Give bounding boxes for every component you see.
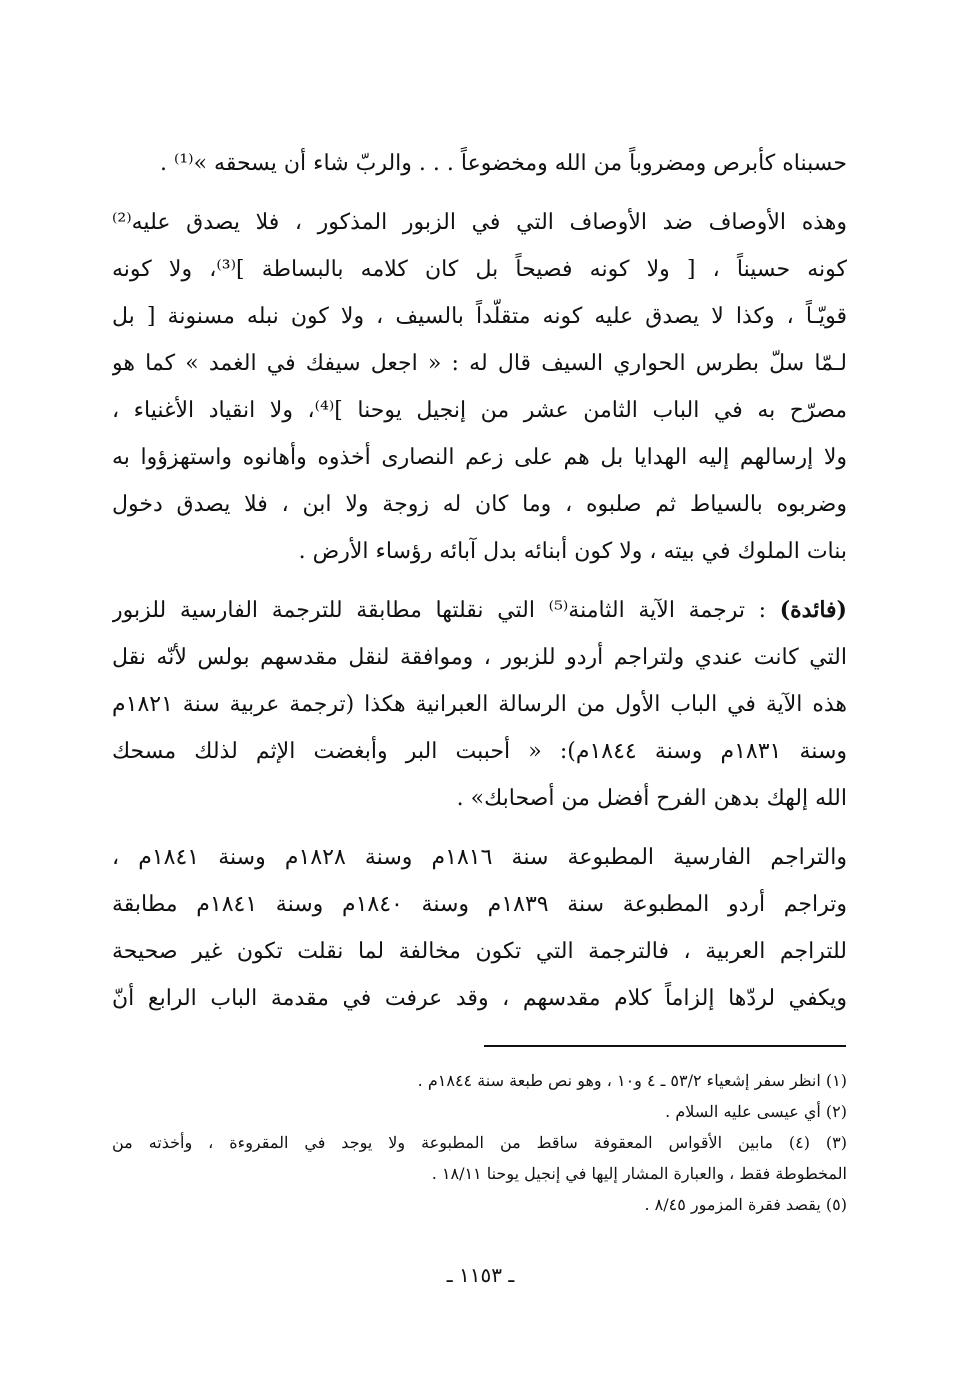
main-text bbox=[112, 140, 847, 1022]
text-line bbox=[112, 587, 847, 634]
footnote-continuation: المخطوطة فقط ، والعبارة المشار إليها في إنجيل يوحنا ١٨/١١ . bbox=[431, 1164, 847, 1183]
text-line: كونه حسيناً ، [ ولا كونه فصيحاً بل كان كلامه بالبساطة ]⁽³⁾، ولا كونه bbox=[112, 257, 847, 282]
text-line: لـمّا سلّ بطرس الحواري السيف قال له : « اجعل سيفك في الغمد » كما هو bbox=[112, 351, 847, 376]
text-line: حسبناه كأبرص ومضروباً من الله ومخضوعاً . . . والربّ شاء أن يسحقه »⁽¹⁾ . bbox=[159, 151, 847, 176]
text-line: ويكفي لردّها إلزاماً كلام مقدسهم ، وقد عرفت في مقدمة الباب الرابع أنّ bbox=[112, 986, 847, 1011]
text-line: والتراجم الفارسية المطبوعة سنة ١٨١٦م وسنة ١٨٢٨م وسنة ١٨٤١م ، bbox=[112, 845, 847, 870]
text-line: وتراجم أردو المطبوعة سنة ١٨٣٩م وسنة ١٨٤٠م وسنة ١٨٤١م مطابقة bbox=[112, 892, 847, 917]
text-line: التي كانت عندي ولتراجم أردو للزبور ، وموافقة لنقل مقدسهم بولس لأنّه نقل bbox=[112, 645, 847, 670]
text-line: مصرّح به في الباب الثامن عشر من إنجيل يوحنا ]⁽⁴⁾، ولا انقياد الأغنياء ، bbox=[112, 398, 847, 423]
text-line: بنات الملوك في بيته ، ولا كون أبنائه بدل آبائه رؤساء الأرض . bbox=[298, 539, 847, 564]
footnote: (٢) أي عيسى عليه السلام . bbox=[665, 1102, 847, 1121]
text-run: : ترجمة الآية الثامنة⁽⁵⁾ التي نقلتها مطابقة للترجمة الفارسية للزبور bbox=[112, 598, 780, 623]
text-line: وهذه الأوصاف ضد الأوصاف التي في الزبور المذكور ، فلا يصدق عليه⁽²⁾ bbox=[112, 210, 847, 235]
text-line: هذه الآية في الباب الأول من الرسالة العبرانية هكذا (ترجمة عربية سنة ١٨٢١م bbox=[112, 692, 847, 717]
footnote-separator bbox=[484, 1045, 846, 1047]
footnote: (٣) (٤) مابين الأقواس المعقوفة ساقط من المطبوعة ولا يوجد في المقروءة ، وأخذته من bbox=[112, 1133, 847, 1152]
text-line: ولا إرسالهم إليه الهدايا بل هم على زعم النصارى أخذوه وأهانوه واستهزؤوا به bbox=[112, 445, 847, 470]
note-lead: (فائدة) bbox=[779, 597, 847, 623]
text-line: وضربوه بالسياط ثم صلبوه ، وما كان له زوجة ولا ابن ، فلا يصدق دخول bbox=[112, 492, 847, 517]
text-line: قويّـاً ، وكذا لا يصدق عليه كونه متقلّداً بالسيف ، ولا كون نبله مسنونة [ بل bbox=[112, 304, 847, 329]
text-line: للتراجم العربية ، فالترجمة التي تكون مخالفة لما نقلت تكون غير صحيحة bbox=[112, 939, 847, 964]
text-line: الله إلهك بدهن الفرح أفضل من أصحابك» . bbox=[456, 786, 847, 811]
page-number: ـ ١١٥٣ ـ bbox=[446, 1263, 515, 1287]
footnotes bbox=[112, 1065, 847, 1220]
text-line: وسنة ١٨٣١م وسنة ١٨٤٤م): « أحببت البر وأبغضت الإثم لذلك مسحك bbox=[112, 739, 847, 764]
footnote: (٥) يقصد فقرة المزمور ٨/٤٥ . bbox=[644, 1195, 847, 1214]
footnote: (١) انظر سفر إشعياء ٥٣/٢ ـ ٤ و١٠ ، وهو نص طبعة سنة ١٨٤٤م . bbox=[417, 1071, 847, 1090]
